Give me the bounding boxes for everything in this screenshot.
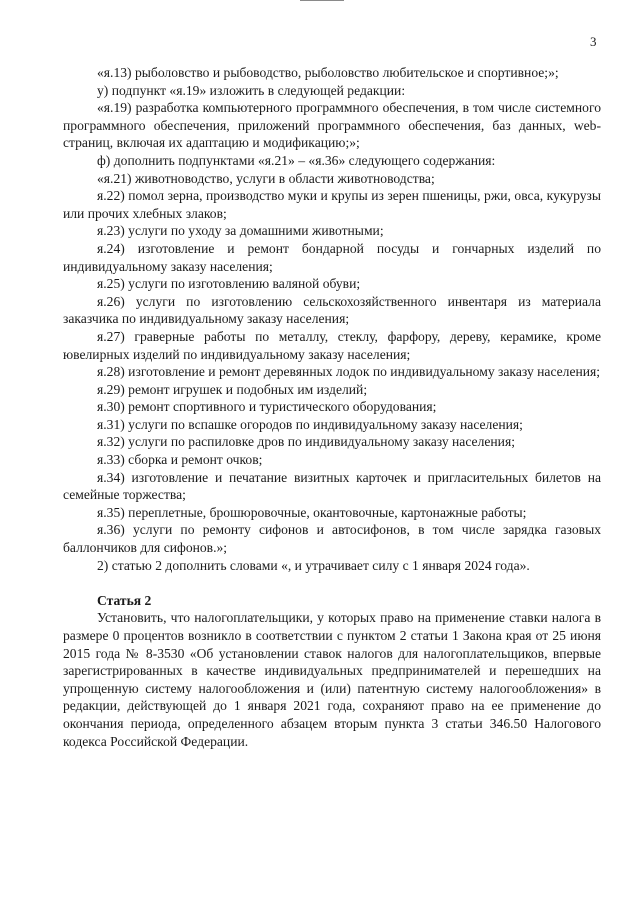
section-spacer: [63, 574, 601, 592]
paragraph-ya34: я.34) изготовление и печатание визитных карточек и пригласительных билетов на семейные торжества;: [63, 469, 601, 503]
page-number: 3: [590, 34, 597, 49]
paragraph-ya25: я.25) услуги по изготовлению валяной обуви;: [97, 276, 361, 292]
paragraph-ya24: я.24) изготовление и ремонт бондарной посуды и гончарных изделий по индивидуальному заказу населения;: [63, 240, 601, 274]
paragraph-ya13: «я.13) рыболовство и рыбоводство, рыболовство любительское и спортивное;»;: [97, 65, 559, 80]
paragraph-ya21: «я.21) животноводство, услуги в области животноводства;: [97, 170, 435, 186]
paragraph-ya29: я.29) ремонт игрушек и подобных им изделий;: [97, 381, 368, 397]
paragraph-ya33: я.33) сборка и ремонт очков;: [97, 452, 263, 468]
document-body: [63, 64, 601, 750]
paragraph-ya31: я.31) услуги по вспашке огородов по индивидуальному заказу населения;: [97, 416, 523, 432]
article-text: Установить, что налогоплательщики, у которых право на применение ставки налога в размере 0 процентов возникло в соответствии с пунктом 2 статьи 1 Закона края от 25 июня 2015 года № 8-3530 «Об установлении ставок налогов для налогоплательщиков, впервые зарегистрированных в качестве индивидуальных предпринимателей и перешедших на упрощенную систему налогообложения и (или) патентную систему налогообложения» в редакции, действующей до 1 января 2021 года, сохраняют право на ее применение до окончания периода, определенного абзацем вторым пункта 3 статьи 346.50 Налогового кодекса Российской Федерации.: [63, 610, 601, 749]
paragraph-subitem-f: ф) дополнить подпунктами «я.21» – «я.36» следующего содержания:: [97, 152, 496, 168]
paragraph-ya28: я.28) изготовление и ремонт деревянных лодок по индивидуальному заказу населения;: [97, 364, 601, 380]
paragraph-ya30: я.30) ремонт спортивного и туристического оборудования;: [97, 399, 437, 415]
paragraph-ya36: я.36) услуги по ремонту сифонов и автосифонов, в том числе зарядка газовых баллончиков для сифонов.»;: [63, 522, 601, 556]
article-heading: Статья 2: [97, 592, 152, 608]
top-edge-mark: [300, 0, 344, 4]
paragraph-ya26: я.26) услуги по изготовлению сельскохозяйственного инвентаря из материала заказчика по индивидуальному заказу населения;: [63, 293, 601, 327]
paragraph-ya27: я.27) граверные работы по металлу, стеклу, фарфору, дереву, керамике, кроме ювелирных изделий по индивидуальному заказу населения;: [63, 328, 601, 362]
paragraph-article2-amendment: 2) статью 2 дополнить словами «, и утрачивает силу с 1 января 2024 года».: [97, 557, 530, 573]
paragraph-ya32: я.32) услуги по распиловке дров по индивидуальному заказу населения;: [97, 434, 515, 450]
paragraph-ya22: я.22) помол зерна, производство муки и крупы из зерен пшеницы, ржи, овса, кукурузы или прочих хлебных злаков;: [63, 188, 601, 221]
paragraph-subitem-u: у) подпункт «я.19» изложить в следующей редакции:: [97, 82, 406, 98]
paragraph-ya35: я.35) переплетные, брошюровочные, окантовочные, картонажные работы;: [97, 504, 527, 520]
paragraph-ya19: «я.19) разработка компьютерного программного обеспечения, в том числе системного программного обеспечения, приложений программного обеспечения, баз данных, web-страниц, включая их адаптацию и модификацию;»;: [63, 100, 601, 151]
paragraph-ya23: я.23) услуги по уходу за домашними животными;: [97, 223, 384, 239]
